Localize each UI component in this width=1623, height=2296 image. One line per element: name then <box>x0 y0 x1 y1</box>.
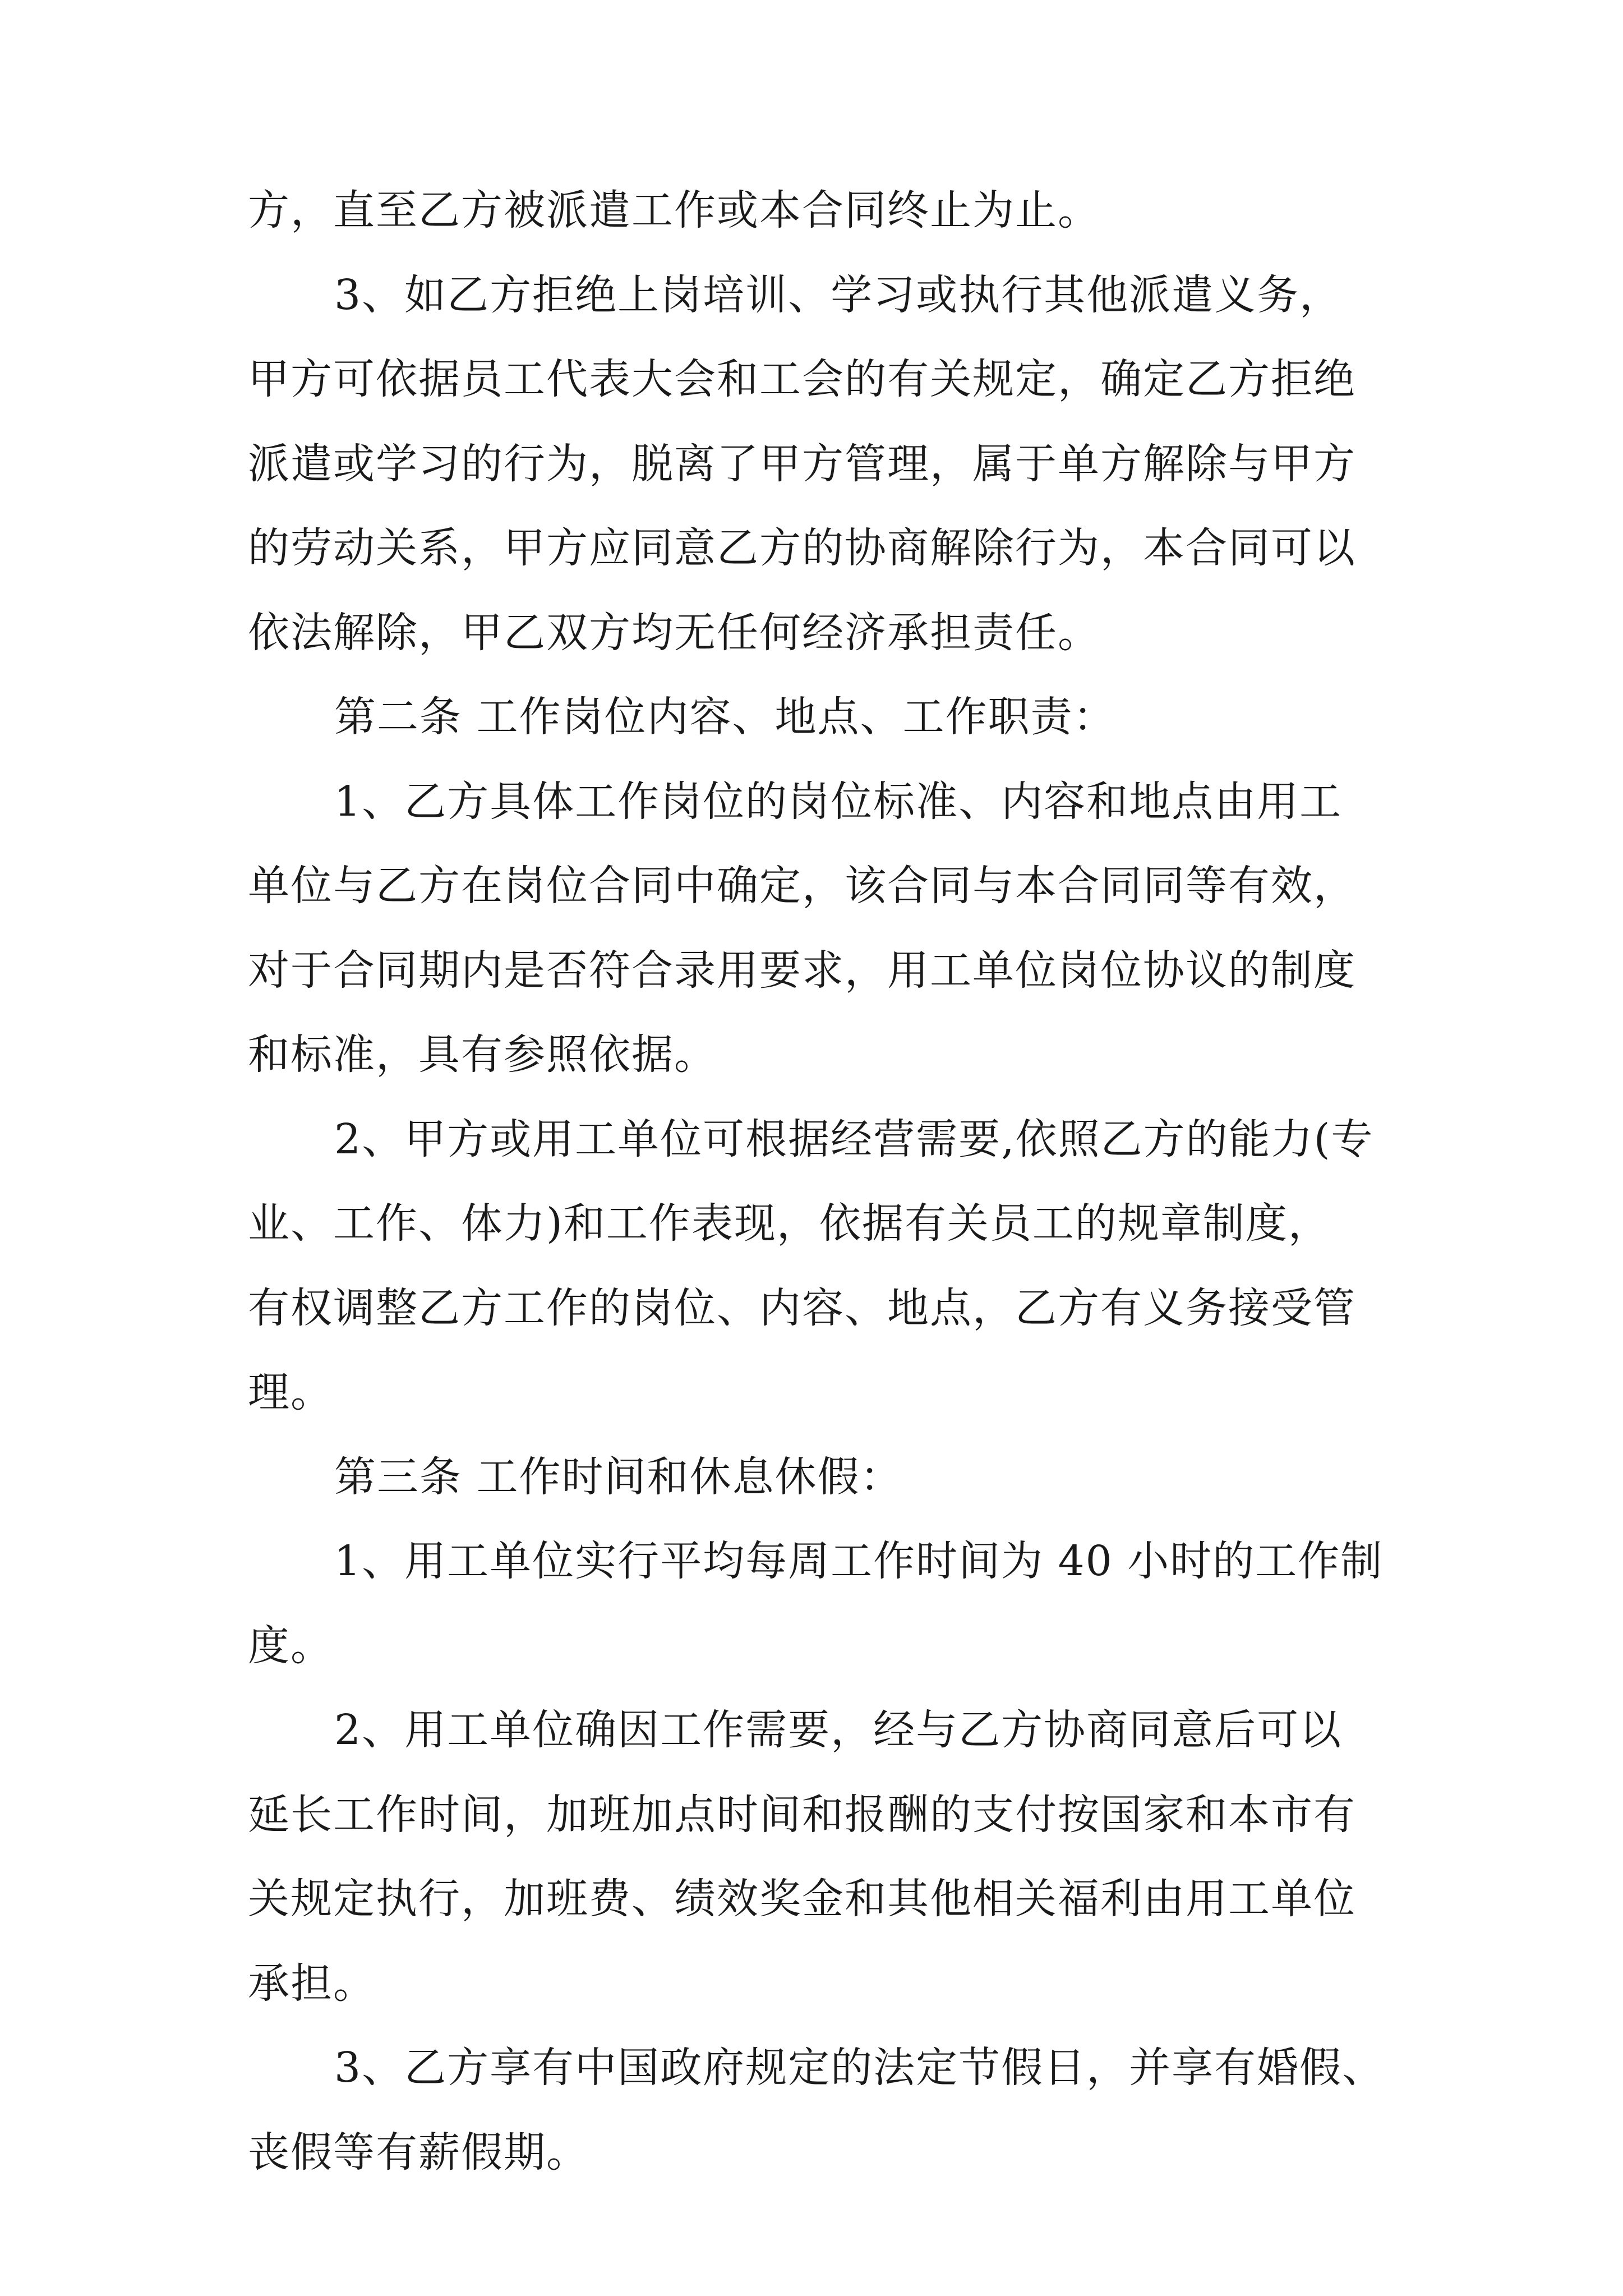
text-line: 的劳动关系，甲方应同意乙方的协商解除行为，本合同可以 <box>248 524 1356 572</box>
text-line: 关规定执行，加班费、绩效奖金和其他相关福利由用工单位 <box>248 1875 1356 1923</box>
text-line: 和标准，具有参照依据。 <box>248 1030 717 1079</box>
text-line: 派遣或学习的行为，脱离了甲方管理，属于单方解除与甲方 <box>248 439 1356 488</box>
text-line: 承担。 <box>248 1959 376 2008</box>
text-line: 3、乙方享有中国政府规定的法定节假日，并享有婚假、 <box>334 2044 1385 2092</box>
text-line: 单位与乙方在岗位合同中确定，该合同与本合同同等有效， <box>248 862 1356 910</box>
text-line: 业、工作、体力)和工作表现，依据有关员工的规章制度， <box>248 1199 1331 1248</box>
text-line: 丧假等有薪假期。 <box>248 2128 589 2177</box>
text-line: 1、乙方具体工作岗位的岗位标准、内容和地点由用工 <box>334 777 1343 826</box>
text-line: 3、如乙方拒绝上岗培训、学习或执行其他派遣义务， <box>334 270 1343 319</box>
section-heading: 第三条 工作时间和休息休假： <box>334 1452 903 1501</box>
section-heading: 第二条 工作岗位内容、地点、工作职责： <box>334 693 1116 741</box>
text-line: 对于合同期内是否符合录用要求，用工单位岗位协议的制度 <box>248 946 1356 995</box>
text-line: 方，直至乙方被派遣工作或本合同终止为止。 <box>248 186 1100 234</box>
text-line: 1、用工单位实行平均每周工作时间为 40 小时的工作制 <box>334 1537 1384 1585</box>
text-line: 理。 <box>248 1368 333 1416</box>
text-line: 甲方可依据员工代表大会和工会的有关规定，确定乙方拒绝 <box>248 355 1356 403</box>
text-line: 2、用工单位确因工作需要，经与乙方协商同意后可以 <box>334 1706 1343 1754</box>
text-line: 延长工作时间，加班加点时间和报酬的支付按国家和本市有 <box>248 1790 1356 1839</box>
text-line: 有权调整乙方工作的岗位、内容、地点，乙方有义务接受管 <box>248 1283 1356 1332</box>
text-line: 度。 <box>248 1621 333 1670</box>
text-line: 2、甲方或用工单位可根据经营需要,依照乙方的能力(专 <box>334 1115 1374 1163</box>
text-line: 依法解除，甲乙双方均无任何经济承担责任。 <box>248 608 1100 657</box>
